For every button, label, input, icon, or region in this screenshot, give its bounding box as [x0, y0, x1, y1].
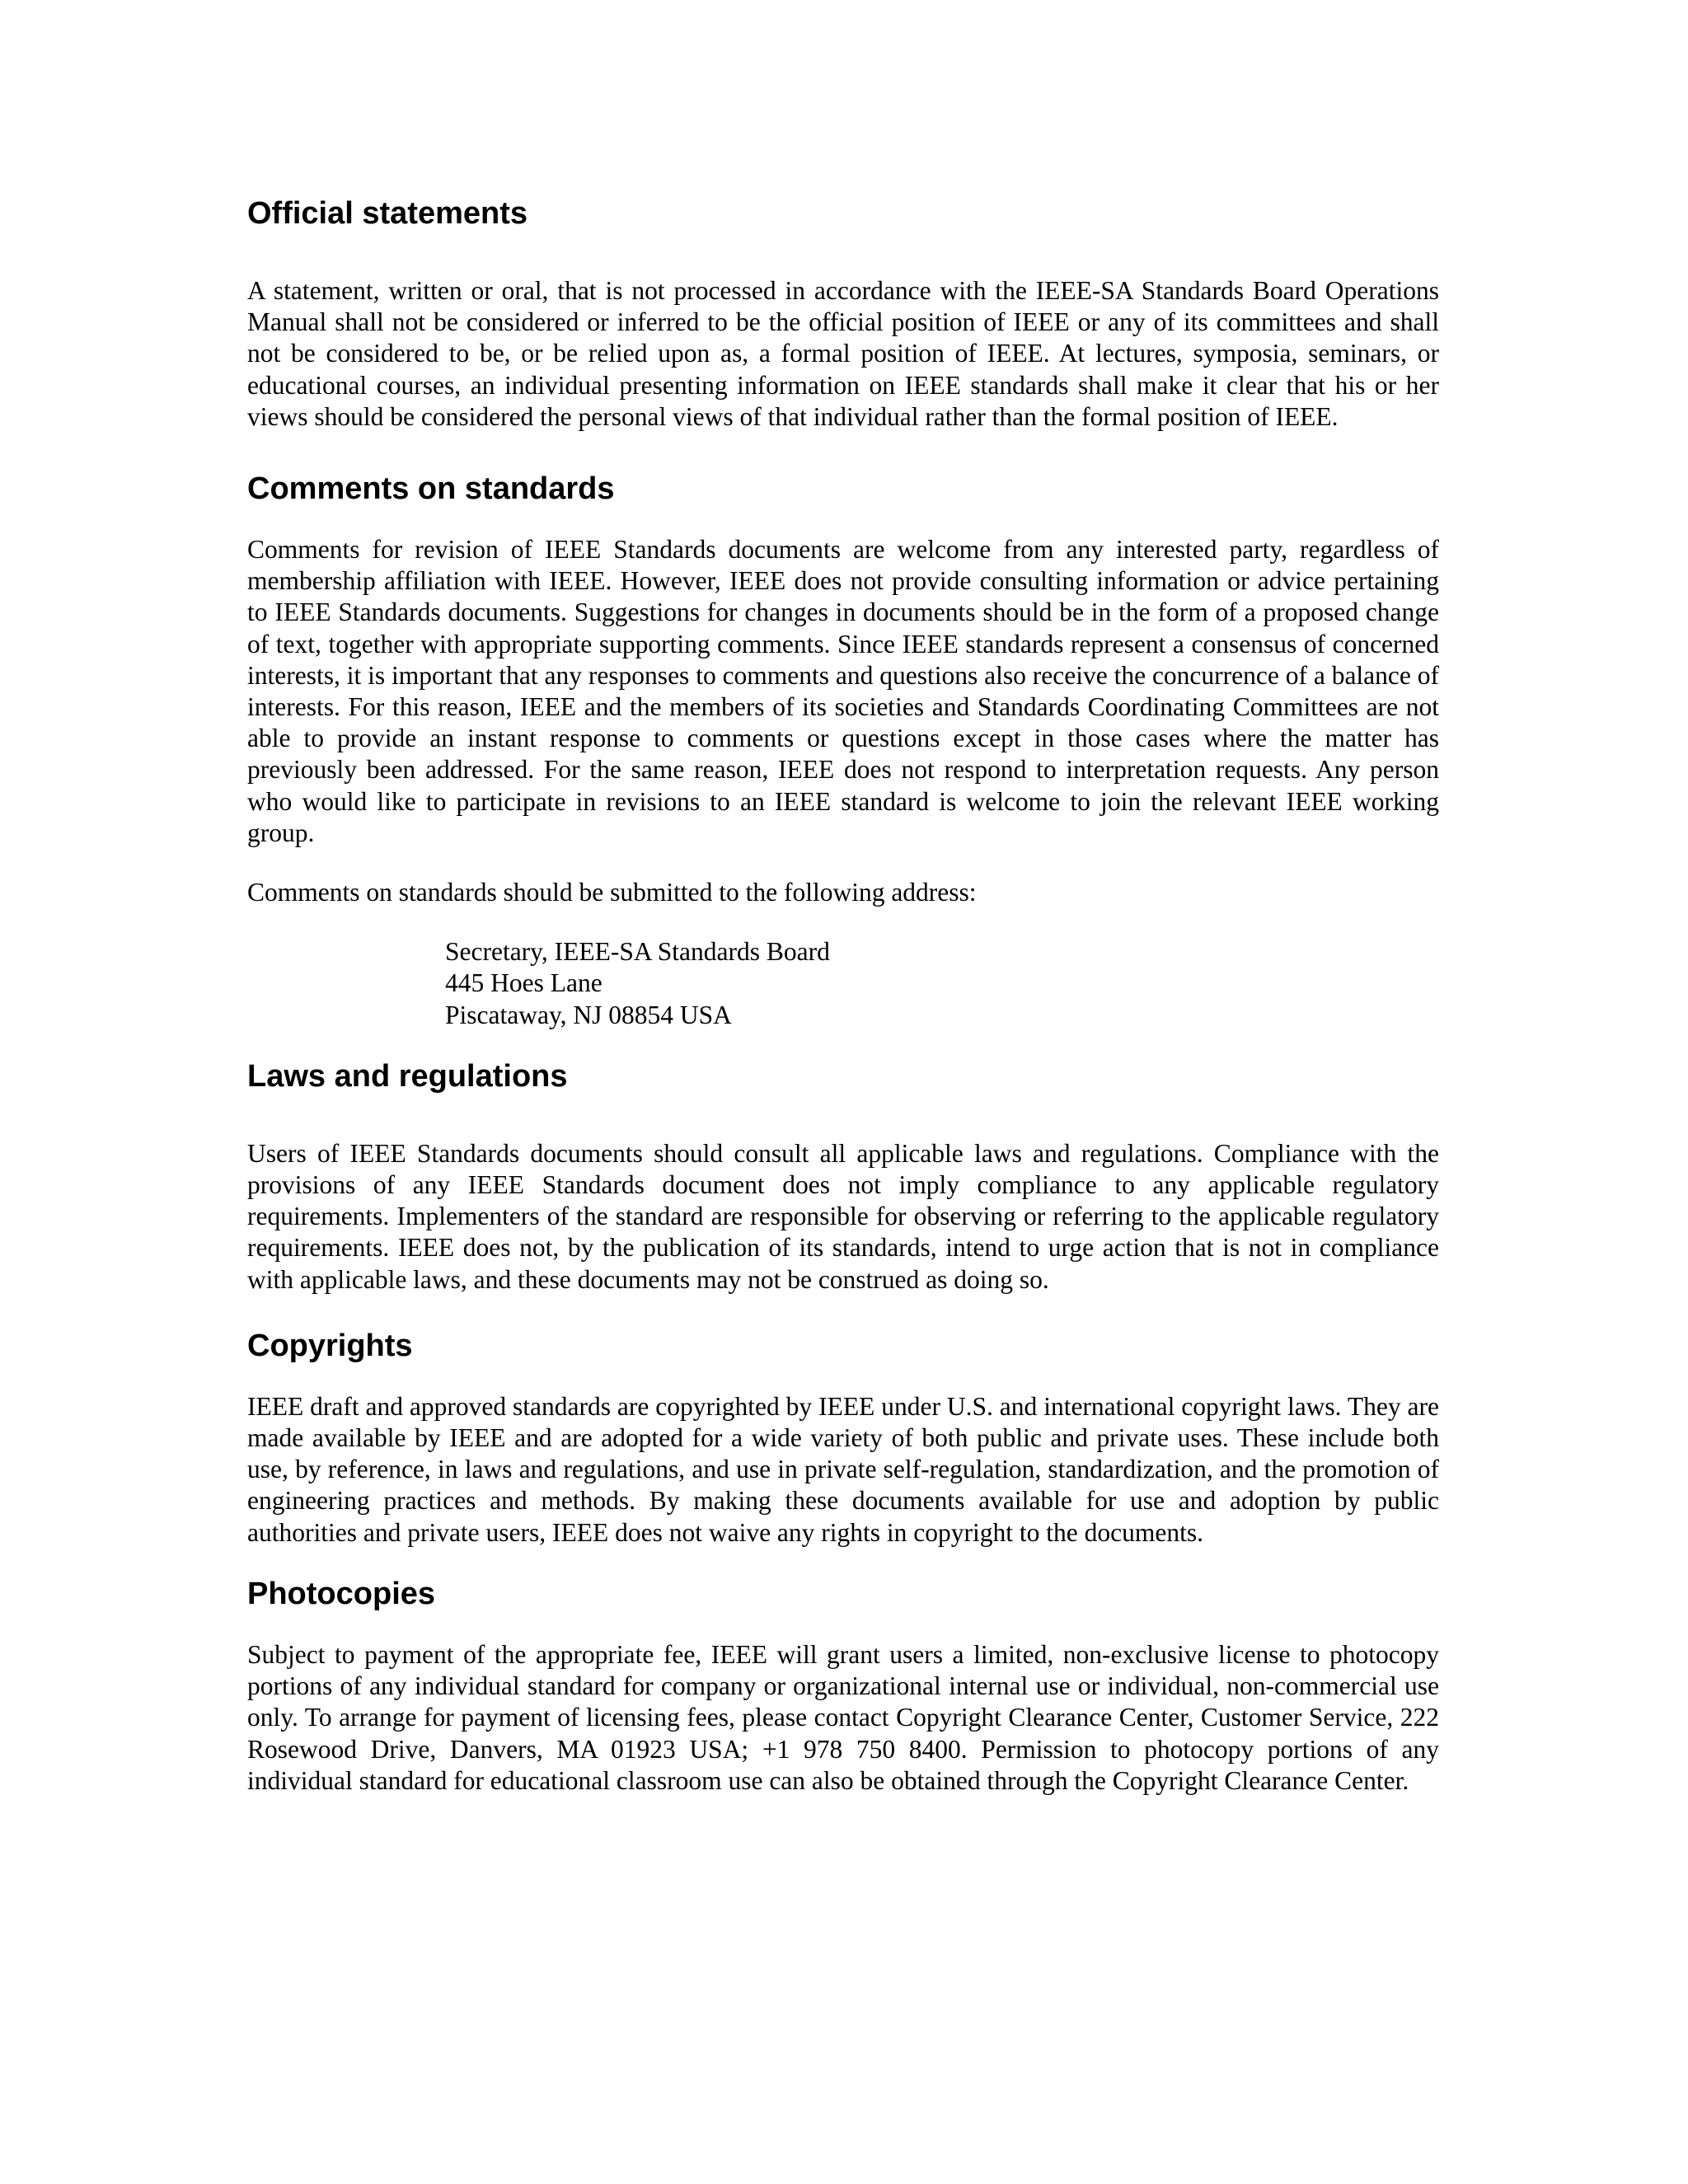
heading-photocopies: Photocopies [247, 1576, 436, 1611]
address-line-1: Secretary, IEEE-SA Standards Board [445, 937, 830, 967]
paragraph-comments-on-standards: Comments for revision of IEEE Standards documents are welcome from any interested party, regardless of membership affiliation with IEEE. However, IEEE does not provide consulting information or advice pertaining to IEEE Standards documents. Suggestions for changes in documents should be in the form of a proposed change of text, together with appropriate supporting comments. Since IEEE standards represent a consensus of concerned interests, it is important that any responses to comments and questions also receive the concurrence of a balance of interests. For this reason, IEEE and the members of its societies and Standards Coordinating Committees are not able to provide an instant response to comments or questions except in those cases where the matter has previously been addressed. For the same reason, IEEE does not respond to interpretation requests. Any person who would like to participate in revisions to an IEEE standard is welcome to join the relevant IEEE working group. [247, 535, 1439, 847]
heading-official-statements: Official statements [247, 196, 528, 231]
section-official-statements [247, 194, 1439, 433]
paragraph-photocopies: Subject to payment of the appropriate fee, IEEE will grant users a limited, non-exclusive license to photocopy portions of any individual standard for company or organizational internal use or individual, non-commercial use only. To arrange for payment of licensing fees, please contact Copyright Clearance Center, Customer Service, 222 Rosewood Drive, Danvers, MA 01923 USA; +1 978 750 8400. Permission to photocopy portions of any individual standard for educational classroom use can also be obtained through the Copyright Clearance Center. [247, 1639, 1439, 1795]
heading-copyrights: Copyrights [247, 1328, 413, 1363]
address-line-3: Piscataway, NJ 08854 USA [445, 1000, 732, 1029]
paragraph-copyrights: IEEE draft and approved standards are copyrighted by IEEE under U.S. and international copyright laws. They are made available by IEEE and are adopted for a wide variety of both public and private uses. These include both use, by reference, in laws and regulations, and use in private self-regulation, standardization, and the promotion of engineering practices and methods. By making these documents available for use and adoption by public authorities and private users, IEEE does not waive any rights in copyright to the documents. [247, 1391, 1439, 1547]
document-page [247, 194, 1439, 1797]
paragraph-address-intro: Comments on standards should be submitted to the following address: [247, 878, 977, 907]
paragraph-official-statements: A statement, written or oral, that is not processed in accordance with the IEEE-SA Standards Board Operations Manual shall not be considered or inferred to be the official position of IEEE or any of its committees and shall not be considered to be, or be relied upon as, a formal position of IEEE. At lectures, symposia, seminars, or educational courses, an individual presenting information on IEEE standards shall make it clear that his or her views should be considered the personal views of that individual rather than the formal position of IEEE. [247, 276, 1439, 431]
section-photocopies [247, 1575, 1439, 1797]
heading-laws-and-regulations: Laws and regulations [247, 1058, 568, 1094]
address-line-2: 445 Hoes Lane [445, 968, 603, 998]
mailing-address [247, 936, 1439, 1031]
heading-comments-on-standards: Comments on standards [247, 471, 615, 507]
section-comments-on-standards [247, 470, 1439, 1031]
section-laws-and-regulations [247, 1057, 1439, 1296]
paragraph-laws-and-regulations: Users of IEEE Standards documents should consult all applicable laws and regulations. Compliance with the provisions of any IEEE Standards document does not imply compliance to any applicable regulatory requirements. Implementers of the standard are responsible for observing or referring to the applicable regulatory requirements. IEEE does not, by the publication of its standards, intend to urge action that is not in compliance with applicable laws, and these documents may not be construed as doing so. [247, 1138, 1439, 1294]
section-copyrights [247, 1327, 1439, 1549]
